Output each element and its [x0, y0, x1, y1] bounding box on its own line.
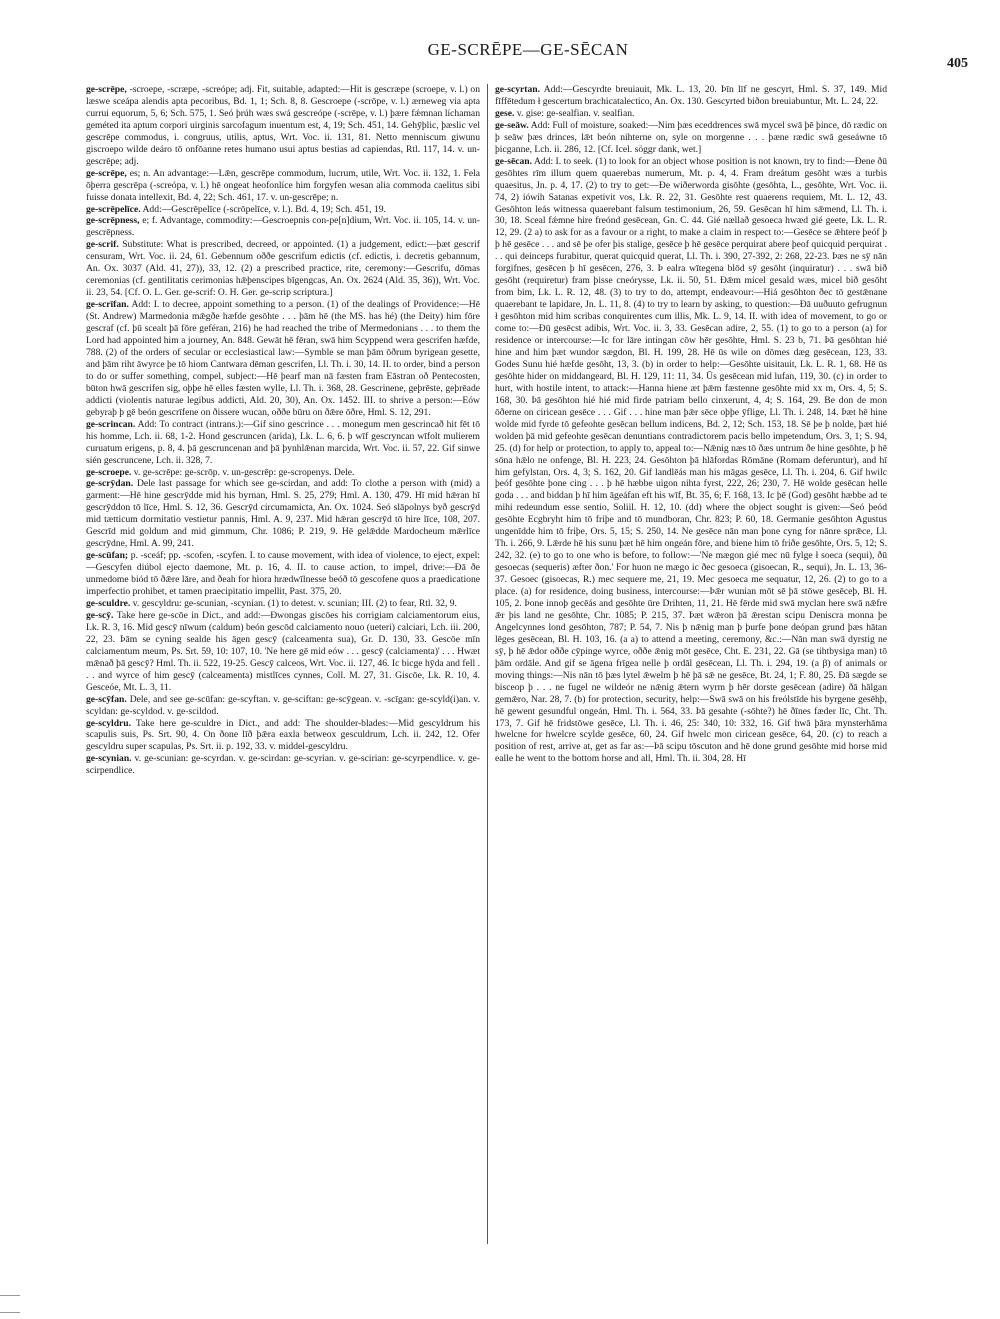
entry-headword: ge-scrȳdan. — [86, 478, 134, 490]
entry-text: -scroepe, -scræpe, -screópe; adj. Fit, suitable, adapted:—Hit is gescræpe (scroepe, v. l.) on læswe sceápa alendis apta pecoribus, Bd. 1, 1; Sch. 8, 8. Gescroepe (-scrōpe, v. l.) ærneweg via apta currui equorum, 5, 6; Sch. 575, 1. Seó þrúh wæs swá gescreópe (-scrēpe, v. l.) þære fǽmnan líchaman geméted ita aptum corpori uirginis sarcofagum inuentum est, 4, 19; Sch. 451, 14. Gehȳþlic, þæslic vel gescrēpe commodus, i. congruus, utilis, aptus, Wrt. Voc. ii. 131, 81. Netto menniscum giwunu giscroepo wilde deáro tō onfōanne retes humano usui aptus bestias ad capiendas, Rtl. 117, 14. v. un-gescrēpe; adj. — [86, 84, 480, 167]
entry-text: v. ge-scunian: ge-scyrdan. v. ge-scirdan: ge-scyrian. v. ge-scirian: ge-scyrpendlice. v. ge-scirpendlice. — [86, 753, 480, 777]
entry-headword: ge-scrīfan. — [86, 299, 129, 311]
dictionary-entry — [86, 84, 480, 168]
entry-text: Add: To contract (intrans.):—Gif sino gescrince . . . monegum men gescrincað hit fēt tō his homme, Lch. ii. 68, 1-2. Hond gescruncen (arida), Lk. L. 6, 6. þ wīf gescryncan wīfolt mulierem curuatum erigens, p. 8, 4. þā gescruncenan and þā þynhlǣnan marcida, Wrt. Voc. ii. 57, 22. Gif sinwe sién gescruncene, Lch. ii. 328, 7. — [86, 418, 480, 466]
entry-headword: ge-scyrtan. — [495, 84, 541, 95]
entry-headword: ge-scȳ. — [86, 609, 114, 621]
entry-text: e; f. Advantage, commodity:—Gescroepnis con-pe[n]dium, Wrt. Voc. ii. 105, 14. v. un-gescrēpness. — [86, 215, 480, 239]
entry-headword: ge-scrēpe, — [86, 167, 127, 179]
dictionary-entry — [495, 108, 887, 120]
entry-headword: ge-sēcan. — [495, 155, 533, 167]
entry-headword: ge-sculdre. — [86, 597, 131, 609]
margin-rule — [0, 1295, 20, 1296]
running-title: GE-SCRĒPE—GE-SĒCAN — [427, 40, 629, 59]
dictionary-entry — [495, 84, 887, 108]
dictionary-entry — [86, 694, 480, 718]
dictionary-entry — [495, 156, 887, 766]
page-number: 405 — [947, 56, 968, 71]
entry-text: Dele last passage for which see ge-scirdan, and add: To clothe a person with (mid) a garment:—Hē hine gescrȳdde mid his byrnan, Hml. S. 25, 279; Hml. A. 130, 479. Hī mid hǣran hī gescrȳddon tō līce, Hml. S. 12, 36. Gescrȳd circumamicta, An. Ox. 1024. Seó slāpolnys byð gescrȳd mid tætticum dormitatio vestietur pannis, Hml. A. 9, 237. Mid hǣran gescrȳd tō hire līce, 108, 207. Gescrīd mid goldum and mid gimmum, Chr. 1086; P. 219, 9. Hē gelǣdde Mardocheum mǣrlīce gescrȳdne, Hml. A. 99, 241. — [86, 478, 480, 550]
column-divider — [487, 84, 488, 1244]
entry-text: p. -sceáf; pp. -scofen, -scyfen. I. to cause movement, with idea of violence, to eject, expel:—Gescyfen diúbol ejecto daemone, Mt. p. 16, 4. II. to cause action, to impel, drive:—Ðā ðe unmedome biód tō ðǣre lāre, and ðeah for hiora hrædwīlnesse beóð tō gescofene quos a praedicatione imperfectio prohibet, et tamen praecipitatio impellit, Past. 375, 20. — [86, 550, 480, 598]
dictionary-entry — [86, 419, 480, 467]
dictionary-entry — [86, 478, 480, 550]
entry-headword: ge-scyldru. — [86, 717, 132, 729]
entry-headword: ge-scūfan; — [86, 550, 129, 562]
dictionary-entry — [86, 215, 480, 239]
entry-text: Add: I. to decree, appoint something to a person. (1) of the dealings of Providence:—Hē (St. Andrew) Marmedonia mǣgðe hæfde gesōhte . . . þām hē (the MS. has hé) (the Deity) him fōre gescraf (cf. þū scealt þā fōre geféran, 216) he had reached the tribe of Mermedonians . . . to them the Lord had appointed him a journey, An. 848. Gewāt hē fēran, swā him Scyppend wera gescrifen hæfde, 788. (2) of the orders of secular or ecclesiastical law:—Symble se man þām ōðrum byrigean gesette, and þām riht āwyrce þe tō hiom Cantwara dēman gescrifen, Ll. Th. i. 30, 14. II. to order, bind a person to do or suffer something, compel, subject:—Hē þearf man nā fæsten fram Eāstran oð Pentecosten, būton hwā gescrifen sig, oþþe hē elles fæsten wylle, Ll. Th. i. 368, 28. Gescrinene, geþrēste, geþrēade addicti (violentis naturae legibus addicti, Ald. 20, 30), An. Ox. 1452. III. to shrive a person:—Eów gebyraþ þ gē beón gescrīfene on ðissere wucan, oððe būru on ðǣre ōðre, Hml. S. 12, 291. — [86, 299, 480, 418]
entry-text: Add:—Gescrēpelīce (-scrōpelīce, v. l.). Bd. 4, 19; Sch. 451, 19. — [142, 203, 386, 215]
entry-text: Add:—Gescyrdte breuiauit, Mk. L. 13, 20. Þīn līf ne gescyrt, Hml. S. 37, 149. Mid fīffētedum ł gescertum brachicatalectico, An. Ox. 130. Gescyrted biðon breuiabuntur, Mt. L. 24, 22. — [495, 84, 887, 107]
right-column — [495, 84, 887, 1272]
entry-text: v. ge-scrēpe: ge-scrōp. v. un-gescrēp: ge-scropenys. Dele. — [133, 466, 355, 478]
entry-text: Take here ge-scōe in Dict., and add:—Ðwongas giscōes his corrigiam calciamentorum eius, Lk. R. 3, 16. Mid gescȳ nīwum (caldum) beón gescōd calciamento nouo (ueteri) calciari, Lch. iii. 200, 22, 23. Þām se cyning sealde his āgen gescȳ (calceamenta sua), Gr. D. 130, 33. Gescōe mīn calciamentum meum, Ps. Srt. 59, 10: 107, 10. 'Ne here gē mid eów . . . gescȳ (calciamenta)' . . . Hwæt mǣnað þā gescȳ? Hml. Th. ii. 522, 19-25. Gescȳ calceos, Wrt. Voc. ii. 127, 46. Ic bicge hȳda and fell . . . and wyrce of him gescȳ (calceamenta) mistlīces cynnes, Coll. M. 27, 31. Giscōe, Lk. R. 10, 4. Gesceóe, Mt. L. 3, 11. — [86, 609, 480, 693]
dictionary-entry — [86, 299, 480, 419]
entry-headword: ge-scrincan. — [86, 418, 136, 430]
entry-headword: ge-scȳfan. — [86, 693, 127, 705]
entry-headword: ge-scrēpe, — [86, 84, 127, 95]
entry-text: v. gescyldru: ge-scunian, -scynian. (1) to detest. v. scunian; III. (2) to fear, Rtl. 32, 9. — [132, 597, 457, 609]
left-column — [86, 84, 480, 1272]
entry-headword: ge-scynian. — [86, 753, 132, 765]
dictionary-entry — [86, 598, 480, 610]
entry-text: Add: I. to seek. (1) to look for an object whose position is not known, try to find:—Ðene ðū gesōhtes rīm illum quem quaerebas numerum, Mt. p. 4, 4. Fram dreátum gesōht wæs a turbis quaesitus, Jn. p. 4, 17. (2) to try to get:—Ðe wiðerworda gisōhte (gesōhta, L., gesōhte, Wrt. Voc. ii. 74, 2) iówih Satanas expetivit vos, Lk. R. 22, 31. Gesōhte rest quaerens requiem, Mt. L. 12, 43. Gesōhton leás witnessa quaerebant falsum testimonium, 26, 59. Gesēcan hī him sǣmend, Ll. Th. i. 30, 18. Sceal fǽmne hire freónd gesēcean, Gn. C. 44. Gié nællað gesoeca hwæd gié geete, Lk. L. R. 12, 29. (2 a) to ask for as a favour or a right, to make a claim in respect to:—Gesēce se ǣhtere þeóf þ þ hē gesēce . . . and sē þe ofer þis stalige, gesēce þ hē gesēce perquirat abere þeof quicquid perquirat . . . qui deinceps furabitur, querat quicquid querat, Ll. Th. i. 390, 27-392, 2: 268, 22-23. Þæs ne sȳ nān forgifnes, gesēcen þ hī gesēcen, 276, 3. Þ ealra wītegena blōd sȳ gesōht (inquiratur) . . . swā bið gesōht (requiretur) fram þisse cneórysse, Lk. ii. 50, 51. Ðǣm micel gesald wæs, micel bið gesōht from bim, Lk. L. R. 12, 48. (3) to try to do, attempt, endeavour:—Hiá gesōhton ðec tō gestǣnane quaerebant te lapidare, Jn. L. 11, 8. (4) to try to learn by asking, to question:—Ðā uuðuuto gefrugnun ł gesōhton mid him scribas conquirentes cum illis, Mk. L. 9, 14. II. with idea of movement, to go or come to:—Ðū gesēcst adibis, Wrt. Voc. ii. 3, 33. Gesēcan adire, 2, 55. (1) to go to a person (a) for residence or intercourse:—Ic for lāre intingan cōw hēr gesōhte, Hml. S. 23 b, 71. Þā gesōhtan hié hine and him þæt wundor sægdon, Bl. H. 199, 28. Hē ūs wile on dōmes dæg gesēcean, 123, 33. Godes Sunu hié hæfde gesōht, 13, 3. (b) in order to help:—Gesōhte uisitauit, Lk. L. R. 1, 68. Hē ūs gesōhte hider on middangeard, Bl. H. 129, 11: 11, 34. Ūs gesēcean mid lufan, 119, 30. (c) in order to hurt, with hostile intent, to attack:—Hanna hiene æt þǣm fæstenne gesōhte mid xx m, Ors. 4, 5; S. 168, 30. Þā gesōhton hié hié mid firde patriam bello cinxerunt, 4, 4; S. 164, 29. Be don de mon ōðerne on ciricean gesēce . . . Gif . . . hine man þǣr sēce oþþe ȳflige, Ll. Th. i. 248, 14. Þæt hē hine wolde mid fyrde tō gefeohte gesēcan bellum indicens, Bd. 2, 12; Sch. 153, 18. Sē þe þ nolde, þæt hié wolden þā mid gefeohte gesēcan denuntians contradictorem pacis bello impetendum, Ors. 3, 1; S. 94, 25. (d) for help or protection, to apply to, appeal to:—Nǣnig næs tō ðæs untrum ðe hine gesōhte, þ hē sōna hǣlo ne onfenge, Bl. H. 223, 24. Gesōhton þā hlāfordas Rōmāne (Romam deferuntur), and hī him gefylstan, Ors. 4, 3; S. 162, 20. Gif landlēás man his māgas gesēce, Ll. Th. i. 204, 6. Gif hwilc þeóf gesōhte þone cing . . . þ hē hæbbe uigon nihta fyrst, 222, 26; 230, 7. Hē wolde gesēcan helle goda . . . and biddan þ hī him āgeáfan eft his wīf, Bt. 35, 6; F. 168, 13. Ic þē (God) gesōht hæbbe ad te mihi redeundum esse sentio, Soliil. H. 12, 10. (dd) where the object sought is given:—Seó þeód gesōhte Ecgbryht him tō friþe and tō mundboran, Chr. 823; P. 60, 18. Germanie gesōhton Agustus ungenīdde him tō friþe, Ors. 5, 15; S. 250, 14. Ne gesēce nān man þone cyng for nānre sprǣce, Ll. Th. i. 266, 9. Lǣrde hē his sunu þæt hē him ongeán fōre, and biene him tō friðe gesōhte, Ors. 5, 12; S. 242, 32. (e) to go to one who is before, to follow:—'Ne mægon gié mec nū fylge ł soeca (sequi), ðū gesoecas (sequeris) æfter ðon.' For huon ne mægo ic ðec gesoeca (gisoecan, R., sequi), Jn. L. 13, 36-37. Gesoec (gisoecas, R.) mec sequere me, 21, 19. Mec gesoeca me sequatur, 12, 26. (2) to go to a place. (a) for residence, doing business, intercourse:—Þǣr wunian mōt sē þā stōwe gesēceþ, Bl. H. 105, 2. Þone innoþ gecēás and gesōhte ūre Drihten, 11, 21. Hē fērde mid swā myclan here swā nǣfre ǣr þis land ne gesōhte, Chr. 1085; P. 215, 37. Þæt wǣron þā ǣrestan scipu Deniscra monna þe Angelcynnes lond gesōhton, 787; P. 54, 7. Nis þ nǣnig man þ þurfe þone deópan grund þæs hātan lēges gesēcean, Bl. H. 103, 16. (a a) to attend a meeting, ceremony, &c.:—Nān man swā dyrstig ne sȳ, þ hē ǣdor oððe cȳpinge wyrce, oððe ǣnig mōt gesēce, Cht. E. 231, 22. Gā (se tihtbysiga man) tō þām ordāle. And gif se āgena frīgea nelle þ ordāl gesēcean, Ll. Th. i. 294, 19. (a β) of animals or moving things:—Nis nān tō þæs lytel ǣwelm þ hē þā sǣ ne gesēce, Bt. 24, 1; F. 80, 25. Ðā sægde se bisceop þ . . . ne fugel ne wildeór ne nǣnig ǣtern wyrm þ hēr dorste gesēcean (adire) ðā hālgan gemǣro, Nar. 28, 7. (b) for protection, security, help:—Swā swā on his freólstīde his byrgene gesēhþ, hē gewent gesundful ongeán, Hml. Th. i. 564, 33. Þā gesahte (-sōhte?) hē ðīnes fæder līc, Cht. Th. 173, 7. Gif hē fridstōwe gesēce, Ll. Th. i. 46, 25: 340, 10: 332, 16. Gif hwā þāra mynsterhāma hwelcne for hwelcre scylde gesēce, 60, 24. Gif hwelc mon ciricean gesēce, 64, 20. (c) to reach a position of rest, arrive at, get as far as:—Þā scipu tōscuton and hē done grund gesōhte mid horse mid ealle he went to the bottom horse and all, Hml. Th. ii. 304, 28. Hī — [495, 155, 887, 765]
dictionary-entry — [86, 550, 480, 598]
entry-text: v. gise: ge-sealfian. v. sealfian. — [516, 107, 635, 119]
entry-headword: ge-scrēpelīce. — [86, 203, 141, 215]
dictionary-entry — [495, 120, 887, 156]
dictionary-entry — [86, 204, 480, 216]
entry-headword: ge-scrif. — [86, 239, 119, 251]
entry-headword: ge-scrēpness, — [86, 215, 140, 227]
entry-text: Substitute: What is prescribed, decreed, or appointed. (1) a judgement, edict:—þæt gescrif censuram, Wrt. Voc. ii. 24, 61. Gebennum oððe gescrifum edictis (cf. edictis, i. decretis gebannum, An. Ox. 3037 (Ald. 41, 27)), 33, 12. (2) a prescribed practice, rite, ceremony:—Gescrifu, dōmas ceremonias (cf. gentilitatis cerimonias hǣþenscipes bīgengcas, An. Ox. 2624 (Ald. 35, 36)), Wrt. Voc. ii. 23, 54. [Cf. O. L. Ger. ge-scrif: O. H. Ger. ge-scrip scriptura.] — [86, 239, 480, 299]
dictionary-entry — [86, 753, 480, 777]
entry-text: Take here ge-sculdre in Dict., and add: The shoulder-blades:—Mid gescyldrum his scapulis suis, Ps. Srt. 90, 4. On ðone līð þǣra eaxla betweox gesculdrum, Lch. ii. 242, 12. Ofer gescyldru super scapulas, Ps. Srt. ii. p. 192, 33. v. middel-gescyldru. — [86, 717, 480, 753]
entry-headword: ge-seāw. — [495, 119, 529, 131]
dictionary-entry — [86, 718, 480, 754]
dictionary-entry — [86, 467, 480, 479]
page-header — [88, 30, 968, 70]
entry-headword: gese. — [495, 107, 515, 119]
dictionary-entry — [86, 610, 480, 694]
dictionary-entry — [86, 239, 480, 299]
dictionary-entry — [86, 168, 480, 204]
margin-rule — [0, 1312, 20, 1313]
entry-text: es; n. An advantage:—Lǣn, gescrēpe commodum, lucrum, utile, Wrt. Voc. ii. 132, 1. Fela ōþerra gescrēpa (-screópa, v. l.) hē ongeat heofonlíce him forgyfen wesan alia commoda caelitus sibi fuisse donata intellexit, Bd. 4, 22; Sch. 461, 17. v. un-gescrēpe; n. — [86, 167, 480, 203]
entry-text: Add: Full of moisture, soaked:—Nim þæs eceddrences swā mycel swā þē þince, dō rædic on þ seāw þæs drinces, lǣt beón nihterne on, syle on morgenne . . . þæne rædic swā geseáwne tō þicganne, Lch. ii. 286, 12. [Cf. Icel. söggr dank, wet.] — [495, 119, 887, 155]
entry-headword: ge-scroepe. — [86, 466, 132, 478]
entry-text: Dele, and see ge-scūfan: ge-scyftan. v. ge-sciftan: ge-scȳgean. v. -scīgan: ge-scyld(i)an. v. scyldan: ge-scyldod. v. ge-scildod. — [86, 693, 480, 717]
